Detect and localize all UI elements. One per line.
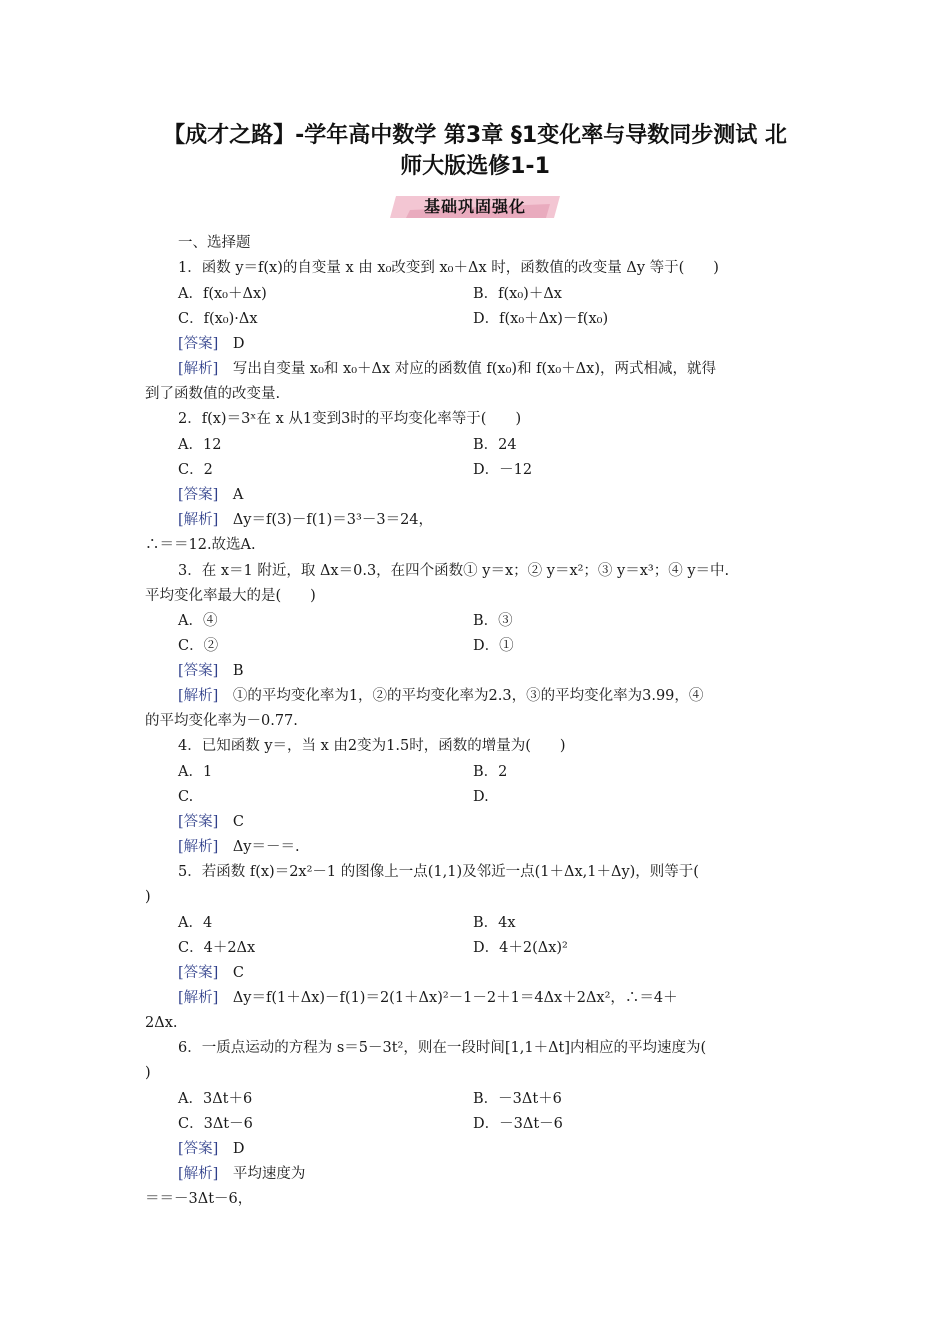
q4-explanation bbox=[178, 837, 300, 857]
q4-stem: 4．已知函数 y＝，当 x 由2变为1.5时，函数的增量为( ) bbox=[178, 738, 566, 754]
explanation-text: Δy＝f(1＋Δx)－f(1)＝2(1＋Δx)²－1－2＋1＝4Δx＋2Δx²，∴＝4＋ bbox=[232, 990, 678, 1006]
q3-option-a: A．④ bbox=[178, 613, 218, 629]
q1-option-b: B．f(x₀)＋Δx bbox=[473, 286, 562, 302]
answer-value: B bbox=[232, 663, 244, 679]
answer-tag: [答案] bbox=[178, 814, 219, 830]
explanation-tag: [解析] bbox=[178, 361, 219, 377]
section-heading: 一、选择题 bbox=[178, 235, 251, 251]
q5-explanation bbox=[178, 988, 678, 1008]
explanation-text: Δy＝f(3)－f(1)＝3³－3＝24， bbox=[232, 512, 434, 528]
explanation-tag: [解析] bbox=[178, 688, 219, 704]
q2-option-a: A．12 bbox=[178, 437, 222, 453]
explanation-text: Δy＝－＝. bbox=[232, 839, 300, 855]
answer-value: C bbox=[232, 965, 244, 981]
q4-answer bbox=[178, 812, 244, 832]
q5-stem-cont: ) bbox=[145, 889, 151, 905]
title-line-1: 【成才之路】-学年高中数学 第3章 §1变化率与导数同步测试 北 bbox=[163, 123, 787, 148]
q2-explanation bbox=[178, 510, 433, 530]
q6-option-d: D．－3Δt－6 bbox=[473, 1116, 563, 1132]
q3-option-c: C．② bbox=[178, 638, 219, 654]
q2-option-d: D．－12 bbox=[473, 462, 533, 478]
q5-explanation-cont: 2Δx. bbox=[145, 1015, 178, 1031]
answer-tag: [答案] bbox=[178, 663, 219, 679]
q3-option-b: B．③ bbox=[473, 613, 513, 629]
explanation-text: ①的平均变化率为1，②的平均变化率为2.3，③的平均变化率为3.99，④ bbox=[232, 688, 704, 704]
document-title bbox=[140, 120, 810, 182]
explanation-tag: [解析] bbox=[178, 512, 219, 528]
q3-answer bbox=[178, 661, 243, 681]
q2-option-c: C．2 bbox=[178, 462, 213, 478]
q1-answer bbox=[178, 334, 244, 354]
answer-value: A bbox=[232, 487, 244, 503]
explanation-text: 写出自变量 x₀和 x₀＋Δx 对应的函数值 f(x₀)和 f(x₀＋Δx)，两式相减，就得 bbox=[232, 361, 716, 377]
q3-stem: 3．在 x＝1 附近，取 Δx＝0.3，在四个函数① y＝x；② y＝x²；③ y＝x³；④ y＝中. bbox=[178, 563, 730, 579]
q5-option-c: C．4＋2Δx bbox=[178, 940, 256, 956]
q2-explanation-cont: ∴＝＝12.故选A. bbox=[145, 537, 256, 553]
q4-option-b: B．2 bbox=[473, 764, 508, 780]
q1-option-c: C．f(x₀)·Δx bbox=[178, 311, 258, 327]
q6-answer bbox=[178, 1139, 244, 1159]
banner-title: 基础巩固强化 bbox=[423, 197, 526, 216]
explanation-text: 平均速度为 bbox=[232, 1166, 306, 1182]
q4-option-d: D. bbox=[473, 789, 489, 805]
q3-option-d: D．① bbox=[473, 638, 514, 654]
section-banner bbox=[390, 196, 560, 218]
answer-value: D bbox=[232, 336, 245, 352]
q4-option-a: A．1 bbox=[178, 764, 213, 780]
q2-option-b: B．24 bbox=[473, 437, 517, 453]
q1-stem: 1．函数 y＝f(x)的自变量 x 由 x₀改变到 x₀＋Δx 时，函数值的改变量 Δy 等于( ) bbox=[178, 260, 719, 276]
answer-tag: [答案] bbox=[178, 965, 219, 981]
q3-explanation bbox=[178, 686, 703, 706]
q5-option-a: A．4 bbox=[178, 915, 213, 931]
explanation-tag: [解析] bbox=[178, 990, 219, 1006]
answer-tag: [答案] bbox=[178, 1141, 219, 1157]
q1-option-d: D．f(x₀＋Δx)－f(x₀) bbox=[473, 311, 609, 327]
title-line-2: 师大版选修1-1 bbox=[400, 154, 550, 179]
q3-explanation-cont: 的平均变化率为－0.77. bbox=[145, 713, 298, 729]
q4-option-c: C. bbox=[178, 789, 194, 805]
q2-stem: 2．f(x)＝3ˣ在 x 从1变到3时的平均变化率等于( ) bbox=[178, 411, 522, 427]
q6-explanation-cont: ＝＝－3Δt－6， bbox=[145, 1191, 253, 1207]
q5-answer bbox=[178, 963, 244, 983]
q5-option-b: B．4x bbox=[473, 915, 516, 931]
q5-option-d: D．4＋2(Δx)² bbox=[473, 940, 568, 956]
answer-value: D bbox=[232, 1141, 245, 1157]
answer-tag: [答案] bbox=[178, 336, 219, 352]
q2-answer bbox=[178, 485, 243, 505]
answer-tag: [答案] bbox=[178, 487, 219, 503]
answer-value: C bbox=[232, 814, 244, 830]
explanation-tag: [解析] bbox=[178, 839, 219, 855]
q6-explanation bbox=[178, 1164, 305, 1184]
q5-stem: 5．若函数 f(x)＝2x²－1 的图像上一点(1,1)及邻近一点(1＋Δx,1＋Δy)，则等于( bbox=[178, 864, 699, 880]
explanation-tag: [解析] bbox=[178, 1166, 219, 1182]
q6-option-a: A．3Δt＋6 bbox=[178, 1091, 253, 1107]
q1-option-a: A．f(x₀＋Δx) bbox=[178, 286, 267, 302]
q6-stem: 6．一质点运动的方程为 s＝5－3t²，则在一段时间[1,1＋Δt]内相应的平均速度为( bbox=[178, 1040, 707, 1056]
q6-option-c: C．3Δt－6 bbox=[178, 1116, 253, 1132]
q1-explanation bbox=[178, 359, 716, 379]
q6-option-b: B．－3Δt＋6 bbox=[473, 1091, 562, 1107]
q6-stem-cont: ) bbox=[145, 1065, 151, 1081]
q3-stem-cont: 平均变化率最大的是( ) bbox=[145, 588, 316, 604]
q1-explanation-cont: 到了函数值的改变量. bbox=[145, 386, 281, 402]
